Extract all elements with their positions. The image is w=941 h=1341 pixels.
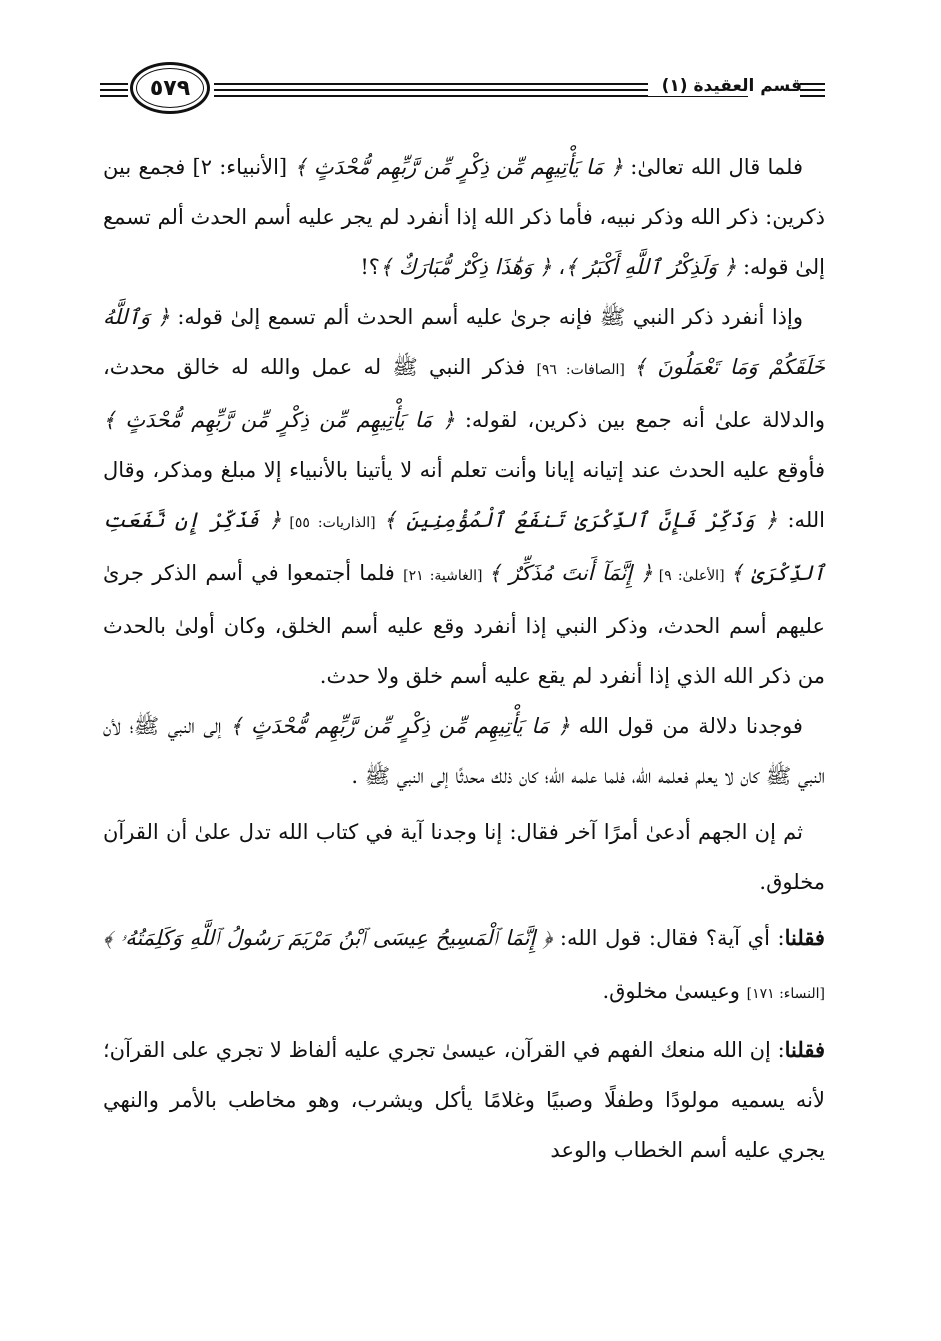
quran-verse: ﴿ وَذَكِّرْ فَإِنَّ ٱلذِّكْرَىٰ تَنفَعُ ٱلْمُؤْمِنِينَ ﴾ [383,508,778,532]
quran-verse: ﴿ فَذَكِّرْ إِن نَّفَعَتِ ٱلذِّكْرَىٰ ﴾ [103,508,826,585]
lead-word: فقلنا [784,1037,825,1062]
body-text: : أي آية؟ فقال: قول الله: [552,926,785,950]
page-number: ٥٧٩ [149,75,191,101]
body-text: فذكر النبي ﷺ له عمل والله له خالق محدث، والدلالة علىٰ أنه جمع بين ذكرين، لقوله: [103,355,825,432]
body-text: فلما أجتمعوا في أسم الذكر جرىٰ عليهم أسم الحدث، وذكر النبي إذا أنفرد وقع عليه أسم الخلق، وكان أولىٰ بالحدث من ذكر الله الذي إذا أنفرد لم يقع عليه أسم خلق ولا حدث. [103,561,825,688]
body-text: ؟! [360,255,380,279]
verse-reference: [الذاريات: ٥٥] [281,515,384,531]
verse-reference: [الصافات: ٩٦] [536,362,634,378]
body-text: إلى النبي ﷺ؛ لأن النبي ﷺ كان لا يعلم فعلمه الله، فلما علمه الله؛ كان ذلك محدثًا إلى النبي ﷺ . [103,714,825,788]
paragraph-2 [103,292,825,701]
paragraph-3 [103,701,825,801]
body-text: وعيسىٰ مخلوق. [602,979,747,1003]
paragraph-6 [103,1025,825,1175]
body-text: وإذا أنفرد ذكر النبي ﷺ فإنه جرىٰ عليه أسم الحدث ألم تسمع إلىٰ قوله: [169,305,803,329]
body-text: فأوقع عليه الحدث عند إتيانه إيانا وأنت تعلم أنه لا يأتينا بالأنبياء إلا مبلغ ومذكر، وقال الله: [103,458,826,532]
body-text: : إن الله منعك الفهم في القرآن، عيسىٰ تجري عليه ألفاظ لا تجري على القرآن؛ لأنه يسميه مولودًا وطفلًا وصبيًا وغلامًا يأكل ويشرب، وهو مخاطب بالأمر والنهي يجري عليه أسم الخطاب والوعد [103,1038,825,1162]
quran-verse: ﴿ مَا يَأْتِيهِم مِّن ذِكْرٍ مِّن رَّبِّهِم مُّحْدَثٍ ﴾ [230,714,570,738]
body-text: ، [551,255,566,279]
quran-verse: ﴿ مَا يَأْتِيهِم مِّن ذِكْرٍ مِّن رَّبِّهِم مُّحْدَثٍ ﴾ [103,408,455,432]
page-header [100,62,825,118]
body-text: فلما قال الله تعالىٰ: [623,155,803,179]
body-text: [الأنبياء: ٢] فجمع بين ذكرين: ذكر الله وذكر نبيه، فأما ذكر الله إذا أنفرد لم يجر عليه أسم الحدث ألم تسمع إلىٰ قوله: [103,155,825,279]
page-number-frame [130,62,210,114]
lead-word: فقلنا [784,925,825,950]
paragraph-5 [103,913,825,1019]
verse-reference: [الأعلىٰ: ٩] [652,568,731,584]
quran-verse: ﴿ إِنَّمَا ٱلْمَسِيحُ عِيسَى ٱبْنُ مَرْيَمَ رَسُولُ ٱللَّهِ وَكَلِمَتُهُۥ ﴾ [103,926,553,950]
body-text: ثم إن الجهم أدعىٰ أمرًا آخر فقال: إنا وجدنا آية في كتاب الله تدل علىٰ أن القرآن مخلوق. [103,820,825,894]
paragraph-4 [103,807,825,907]
verse-reference: [الغاشية: ٢١] [403,568,489,584]
quran-verse: ﴿ مَا يَأْتِيهِم مِّن ذِكْرٍ مِّن رَّبِّهِم مُّحْدَثٍ ﴾ [294,155,624,179]
quran-verse: ﴿ وَلَذِكْرُ ٱللَّهِ أَكْبَرُ ﴾ [565,255,737,279]
body-text: فوجدنا دلالة من قول الله [569,714,803,738]
running-head: قسم العقيدة (١) [648,76,806,96]
verse-reference: [النساء: ١٧١] [746,986,825,1002]
quran-verse: ﴿ وَٱللَّهُ خَلَقَكُمْ وَمَا تَعْمَلُونَ ﴾ [103,305,825,379]
quran-verse: ﴿ إِنَّمَآ أَنتَ مُذَكِّرٌ ﴾ [488,561,653,585]
paragraph-1 [103,142,825,292]
quran-verse: ﴿ وَهَٰذَا ذِكْرٌ مُّبَارَكٌ ﴾ [379,255,552,279]
page-body-text [103,142,825,1175]
